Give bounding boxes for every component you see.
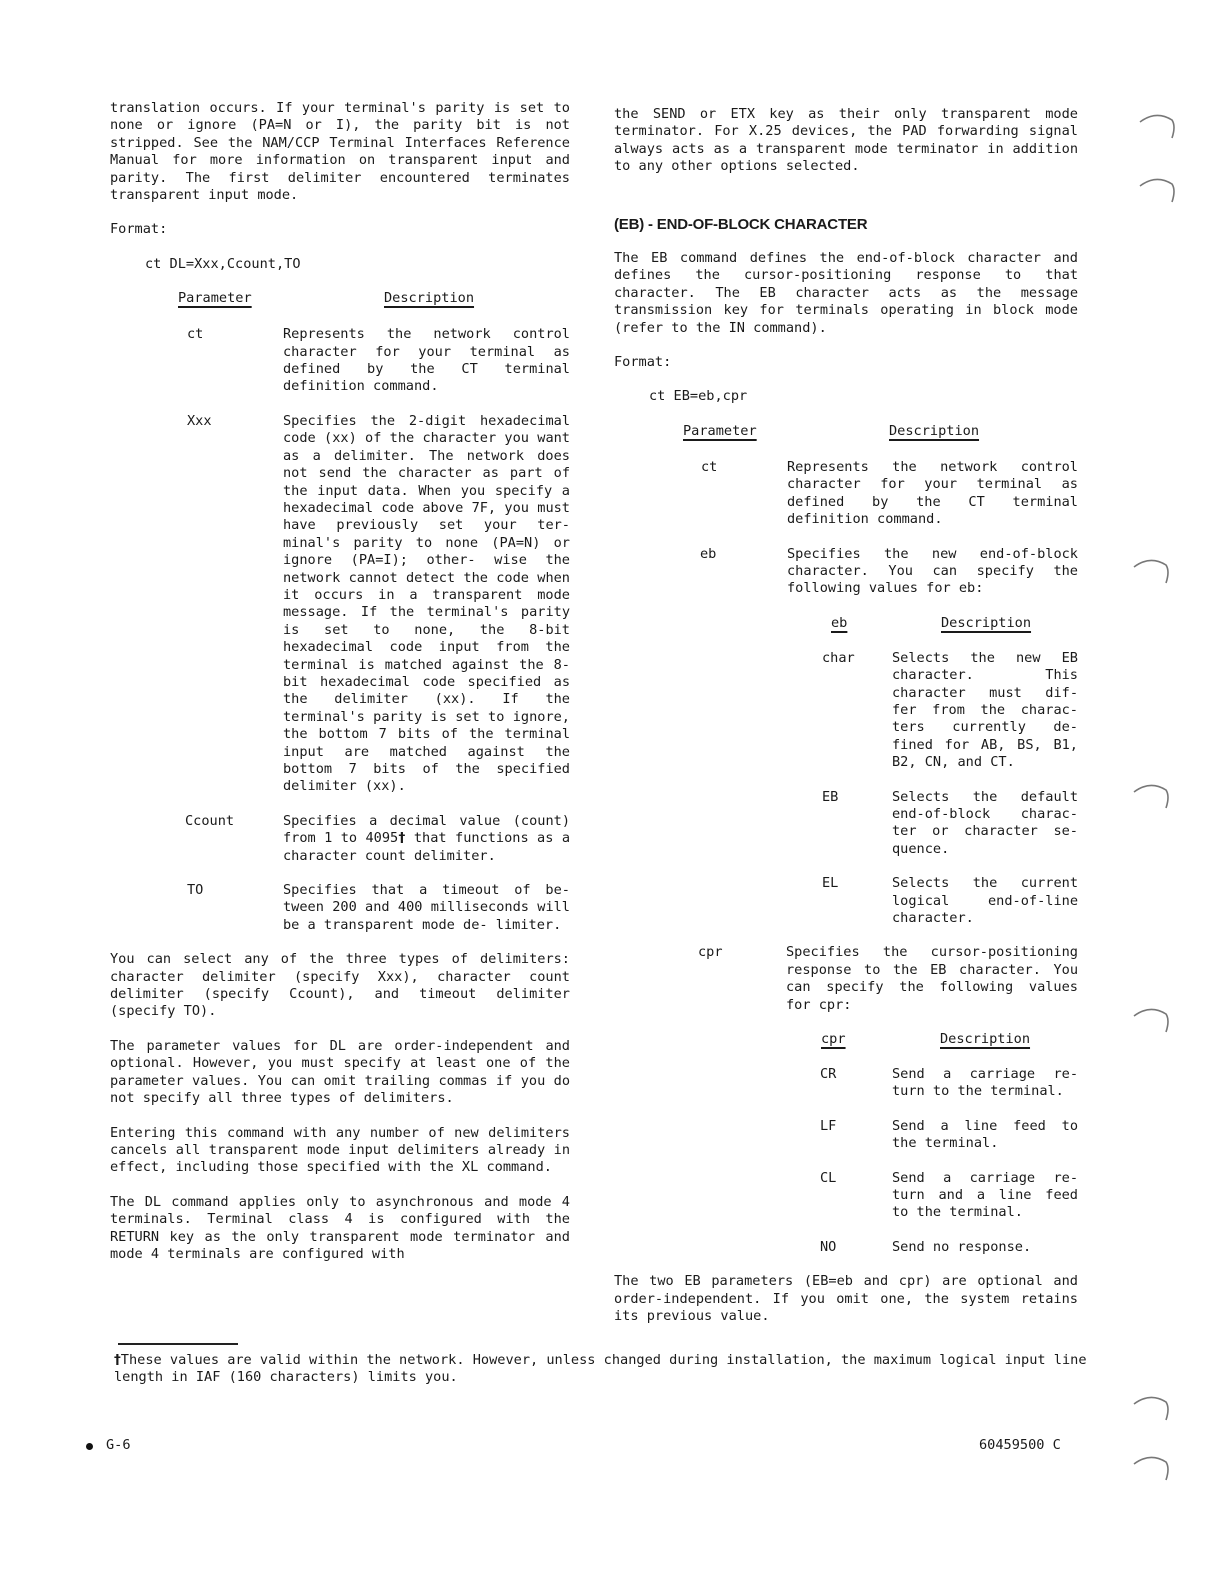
delimiter-types-paragraph: You can select any of the three types of delimiters: character delimiter (specify Xxx), character count delimiter (specify Ccount), and timeout delimiter (specify TO).: [110, 951, 570, 1020]
param-name: ct: [187, 326, 204, 343]
param-description: Specifies the cursor-positioning response to the EB character. You can specify the following values for cpr:: [786, 944, 1078, 1013]
cpr-value-name: LF: [820, 1117, 837, 1134]
parameter-table-header: [614, 423, 1078, 445]
dl-applies-paragraph: The DL command applies only to asynchronous and mode 4 terminals. Terminal class 4 is configured with the RETURN key as the only transparent mode terminator and mode 4 terminals are configured with: [110, 1193, 570, 1262]
binder-hole-icon: [1130, 778, 1174, 814]
eb-subheader-name: eb: [831, 614, 848, 631]
cpr-value-description: Send a line feed to the terminal.: [892, 1117, 1078, 1152]
cpr-value-description: Send no response.: [892, 1238, 1032, 1255]
param-description: Represents the network control character for your terminal as defined by the CT terminal definition command.: [283, 326, 570, 395]
cpr-subheader-description: Description: [940, 1031, 1031, 1048]
eb-value-description: Selects the default end-of-block charac- ter or character se- quence.: [892, 788, 1078, 857]
param-description: Specifies the 2-digit hexadecimal code (xx) of the character you want as a delimiter. The network does not send the character as part of the input data. When you specify a hexadecimal code above 7F, you must have previously set your ter- minal's parity to none (PA=N) or ignore (PA=I); other- wise the network cannot detect the code when it occurs in a transparent mode message. If the terminal's parity is set to none, the 8-bit hexadecimal code input from the terminal is matched against the 8-bit hexadecimal code specified as the delimiter (xx). If the terminal's parity is set to ignore, the bottom 7 bits of the terminal input are matched against the bottom 7 bits of the specified delimiter (xx).: [283, 412, 570, 795]
param-row-cpr: [614, 944, 1078, 1014]
footnote: [114, 1352, 1094, 1387]
footnote-rule: [118, 1343, 238, 1345]
description-column-header: Description: [384, 290, 475, 307]
page-number: G-6: [106, 1437, 131, 1453]
param-description: Specifies that a timeout of be- tween 200 and 400 milliseconds will be a transparent mode de- limiter.: [283, 882, 570, 933]
param-name: Xxx: [187, 412, 212, 429]
cpr-value-name: CL: [820, 1169, 837, 1186]
eb-value-description: Selects the current logical end-of-line character.: [892, 875, 1078, 926]
parameter-column-header: Parameter: [178, 290, 252, 307]
right-column: [614, 106, 1078, 1326]
left-intro-paragraph: translation occurs. If your terminal's parity is set to none or ignore (PA=N or I), the parity bit is not stripped. See the NAM/CCP Terminal Interfaces Reference Manual for more information on transparent input and parity. The first delimiter encountered terminates transparent input mode.: [110, 100, 570, 204]
binder-hole-icon: [1136, 172, 1180, 208]
binder-hole-icon: [1130, 553, 1174, 589]
format-syntax: ct EB=eb,cpr: [649, 388, 748, 405]
eb-value-description: Selects the new EB character. This character must dif- fer from the charac- ters currently de- fined for AB, BS, B1, B2, CN, and CT.: [892, 649, 1078, 771]
param-row-ct: [110, 326, 570, 396]
eb-subtable-header: [614, 615, 1078, 637]
param-row-to: [110, 882, 570, 934]
section-intro-paragraph: The EB command defines the end-of-block character and defines the cursor-positioning response to that character. The EB character acts as the message transmission key for terminals operating in block mode (refer to the IN command).: [614, 250, 1078, 336]
cpr-value-row: [614, 1170, 1078, 1222]
param-description: Specifies the new end-of-block character. You can specify the following values for eb:: [787, 545, 1078, 597]
cpr-value-row: [614, 1118, 1078, 1153]
cpr-value-name: NO: [820, 1238, 837, 1255]
dagger-mark: †: [398, 830, 406, 847]
eb-value-name: EB: [822, 788, 839, 805]
param-name: eb: [700, 545, 717, 562]
binder-hole-icon: [1130, 1002, 1174, 1038]
cancel-delimiters-paragraph: Entering this command with any number of new delimiters cancels all transparent mode input delimiters already in effect, including those specified with the XL command.: [110, 1124, 570, 1176]
cpr-value-row: [614, 1239, 1078, 1256]
cpr-value-description: Send a carriage re- turn to the terminal.: [892, 1066, 1078, 1100]
param-row-xxx: [110, 413, 570, 796]
description-column-header: Description: [889, 422, 980, 439]
cpr-subtable-header: [614, 1031, 1078, 1053]
param-name: cpr: [698, 944, 723, 961]
cpr-subheader-name: cpr: [821, 1031, 846, 1048]
eb-value-name: char: [822, 649, 855, 666]
eb-value-row: [614, 875, 1078, 927]
format-syntax: ct DL=Xxx,Ccount,TO: [145, 255, 301, 272]
param-row-ccount: [110, 813, 570, 865]
param-description: Represents the network control character for your terminal as defined by the CT terminal definition command.: [787, 458, 1078, 528]
param-name: Ccount: [185, 812, 235, 829]
footnote-text: These values are valid within the network. However, unless changed during installation, the maximum logical input line length in IAF (160 characters) limits you.: [114, 1352, 1087, 1386]
param-row-eb: [614, 546, 1078, 598]
binder-hole-icon: [1130, 1450, 1174, 1486]
closing-paragraph: The two EB parameters (EB=eb and cpr) are optional and order-independent. If you omit one, the system retains its previous value.: [614, 1273, 1078, 1325]
param-row-ct: [614, 459, 1078, 529]
section-title: (EB) - END-OF-BLOCK CHARACTER: [614, 215, 868, 233]
eb-subheader-description: Description: [941, 614, 1032, 631]
format-label: Format:: [110, 221, 168, 238]
parameter-column-header: Parameter: [683, 422, 757, 439]
cpr-value-row: [614, 1066, 1078, 1101]
binder-hole-icon: [1136, 108, 1180, 144]
right-intro-paragraph: the SEND or ETX key as their only transparent mode terminator. For X.25 devices, the PAD forwarding signal always acts as a transparent mode terminator in addition to any other options selected.: [614, 106, 1078, 175]
footer-bullet: [86, 1443, 93, 1450]
eb-value-name: EL: [822, 875, 839, 892]
param-name: ct: [701, 458, 718, 475]
order-independent-paragraph: The parameter values for DL are order-independent and optional. However, you must specify at least one of the parameter values. You can omit trailing commas if you do not specify all three types of delimiters.: [110, 1037, 570, 1107]
cpr-value-description: Send a carriage re- turn and a line feed to the terminal.: [892, 1169, 1078, 1221]
format-label: Format:: [614, 354, 672, 371]
eb-value-row: [614, 650, 1078, 772]
footnote-dagger: †: [114, 1352, 121, 1368]
cpr-value-name: CR: [820, 1066, 837, 1083]
binder-hole-icon: [1130, 1390, 1174, 1426]
ccount-desc-part1: Specifies a decimal value (count) from 1 to 4095: [283, 812, 570, 847]
parameter-table-header: [110, 290, 570, 312]
eb-value-row: [614, 789, 1078, 859]
document-number: 60459500 C: [979, 1437, 1061, 1453]
param-description: [283, 813, 570, 865]
ccount-desc-part2: that functions as a character count delimiter.: [283, 830, 571, 864]
param-name: TO: [187, 882, 204, 899]
left-column: [110, 100, 570, 1263]
